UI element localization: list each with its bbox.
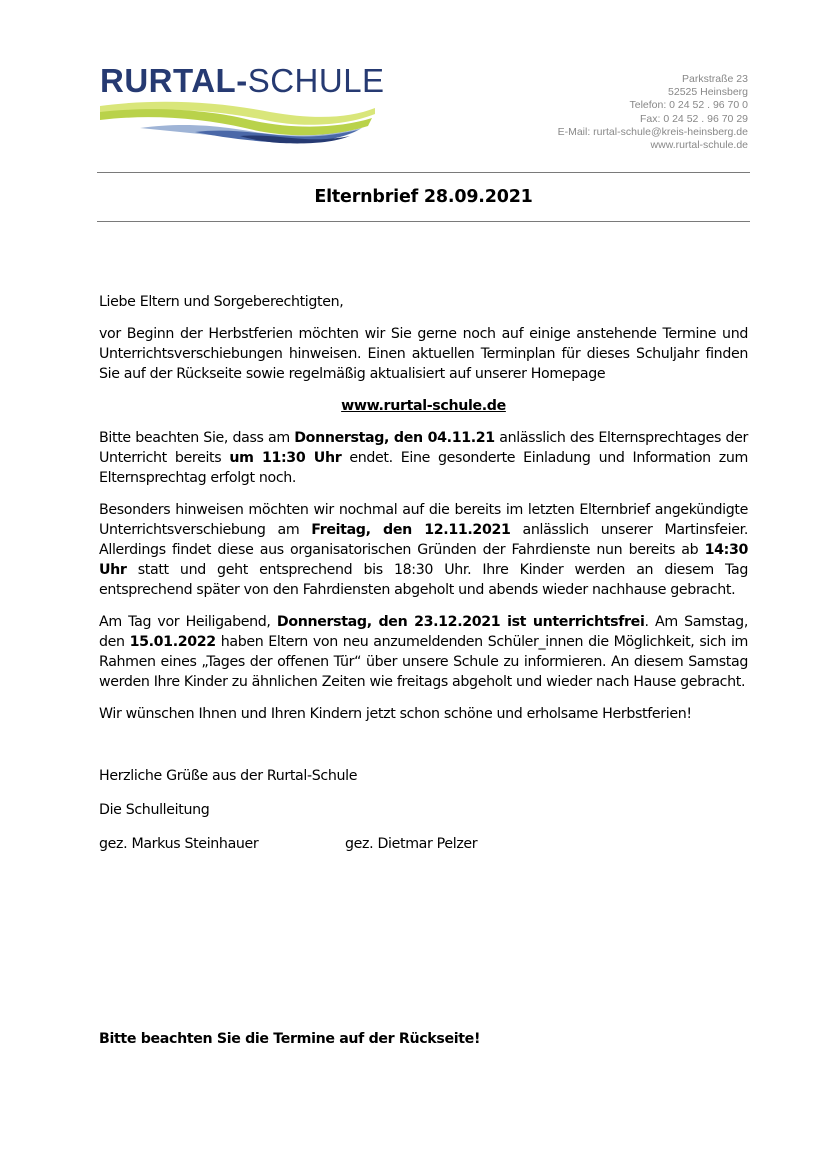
salutation: Liebe Eltern und Sorgeberechtigten, (99, 294, 344, 310)
text-segment: Besonders hinweisen möchten wir nochmal auf die bereits im letzten Elternbrief angekündigte Unterrichtsverschiebung am (99, 502, 748, 538)
logo-wordmark-bold: RURTAL- (100, 62, 248, 99)
paragraph-martin (99, 500, 748, 600)
logo-waves-icon (100, 98, 380, 144)
contact-email: E-Mail: rurtal-schule@kreis-heinsberg.de (557, 125, 748, 138)
text-segment: . Am Samstag, den (99, 614, 748, 650)
contact-block (558, 73, 748, 152)
contact-city: 52525 Heinsberg (668, 86, 748, 99)
paragraph-christmas (99, 612, 748, 692)
text-segment: anlässlich des Elternsprechtages der Unterricht bereits (99, 430, 749, 466)
homepage-link[interactable]: www.rurtal-schule.de (341, 398, 506, 414)
text-segment: endet. Eine gesonderte Einladung und Information zum Elternsprechtag erfolgt noch. (99, 450, 748, 486)
date-highlight: Freitag, den 12.11.2021 (311, 522, 511, 538)
date-highlight: Donnerstag, den 04.11.21 (294, 430, 495, 446)
contact-fax: Fax: 0 24 52 . 96 70 29 (640, 112, 748, 125)
date-highlight: 15.01.2022 (129, 634, 216, 650)
logo-wordmark (100, 62, 385, 100)
contact-phone: Telefon: 0 24 52 . 96 70 0 (629, 99, 748, 112)
paragraph-intro: vor Beginn der Herbstferien möchten wir Sie gerne noch auf einige anstehende Termine und Unterrichtsverschiebungen hinweisen. Einen aktuellen Terminplan für dieses Schuljahr finden Sie auf der Rückseite sowie regelmäßig aktualisiert auf unserer Homepage (99, 326, 748, 382)
paragraph-wishes: Wir wünschen Ihnen und Ihren Kindern jetzt schon schöne und erholsame Herbstferien! (99, 706, 692, 722)
text-segment: anlässlich unserer Martinsfeier. Allerdings findet diese aus organisatorischen Gründen der Fahrdienste nun bereits ab (99, 522, 748, 558)
signer-1: gez. Markus Steinhauer (99, 836, 259, 852)
letter-title: Elternbrief 28.09.2021 (314, 187, 533, 207)
time-highlight: 14:30 Uhr (99, 542, 748, 578)
contact-street: Parkstraße 23 (682, 73, 748, 85)
time-highlight: um 11:30 Uhr (229, 450, 342, 466)
text-segment: Am Tag vor Heiligabend, (99, 614, 277, 630)
logo-wordmark-regular: SCHULE (247, 62, 385, 99)
signer-2: gez. Dietmar Pelzer (345, 836, 478, 852)
school-logo (100, 62, 385, 144)
footer-note: Bitte beachten Sie die Termine auf der Rückseite! (99, 1031, 481, 1047)
text-segment: statt und geht entsprechend bis 18:30 Uhr. Ihre Kinder werden an diesem Tag entsprechend später von den Fahrdiensten abgeholt und abends wieder nachhause gebracht. (99, 562, 748, 598)
text-segment: Bitte beachten Sie, dass am (99, 430, 295, 446)
closing: Herzliche Grüße aus der Rurtal-Schule (99, 768, 358, 784)
paragraph-parent-day (99, 428, 748, 488)
signature-row (99, 834, 748, 854)
signatory: Die Schulleitung (99, 802, 210, 818)
letter-body (99, 292, 748, 866)
text-segment: haben Eltern von neu anzumeldenden Schüler_innen die Möglichkeit, sich im Rahmen eines „Tages der offenen Tür“ über unsere Schule zu informieren. An diesem Samstag werden Ihre Kinder zu ähnlichen Zeiten wie freitags abgeholt und wieder nach Hause gebracht. (99, 634, 749, 690)
title-rule-top (97, 172, 750, 173)
title-rule-bottom (97, 221, 750, 222)
homepage-paragraph (99, 396, 748, 416)
date-highlight: Donnerstag, den 23.12.2021 ist unterrichtsfrei (276, 614, 645, 630)
contact-web: www.rurtal-schule.de (650, 139, 748, 152)
